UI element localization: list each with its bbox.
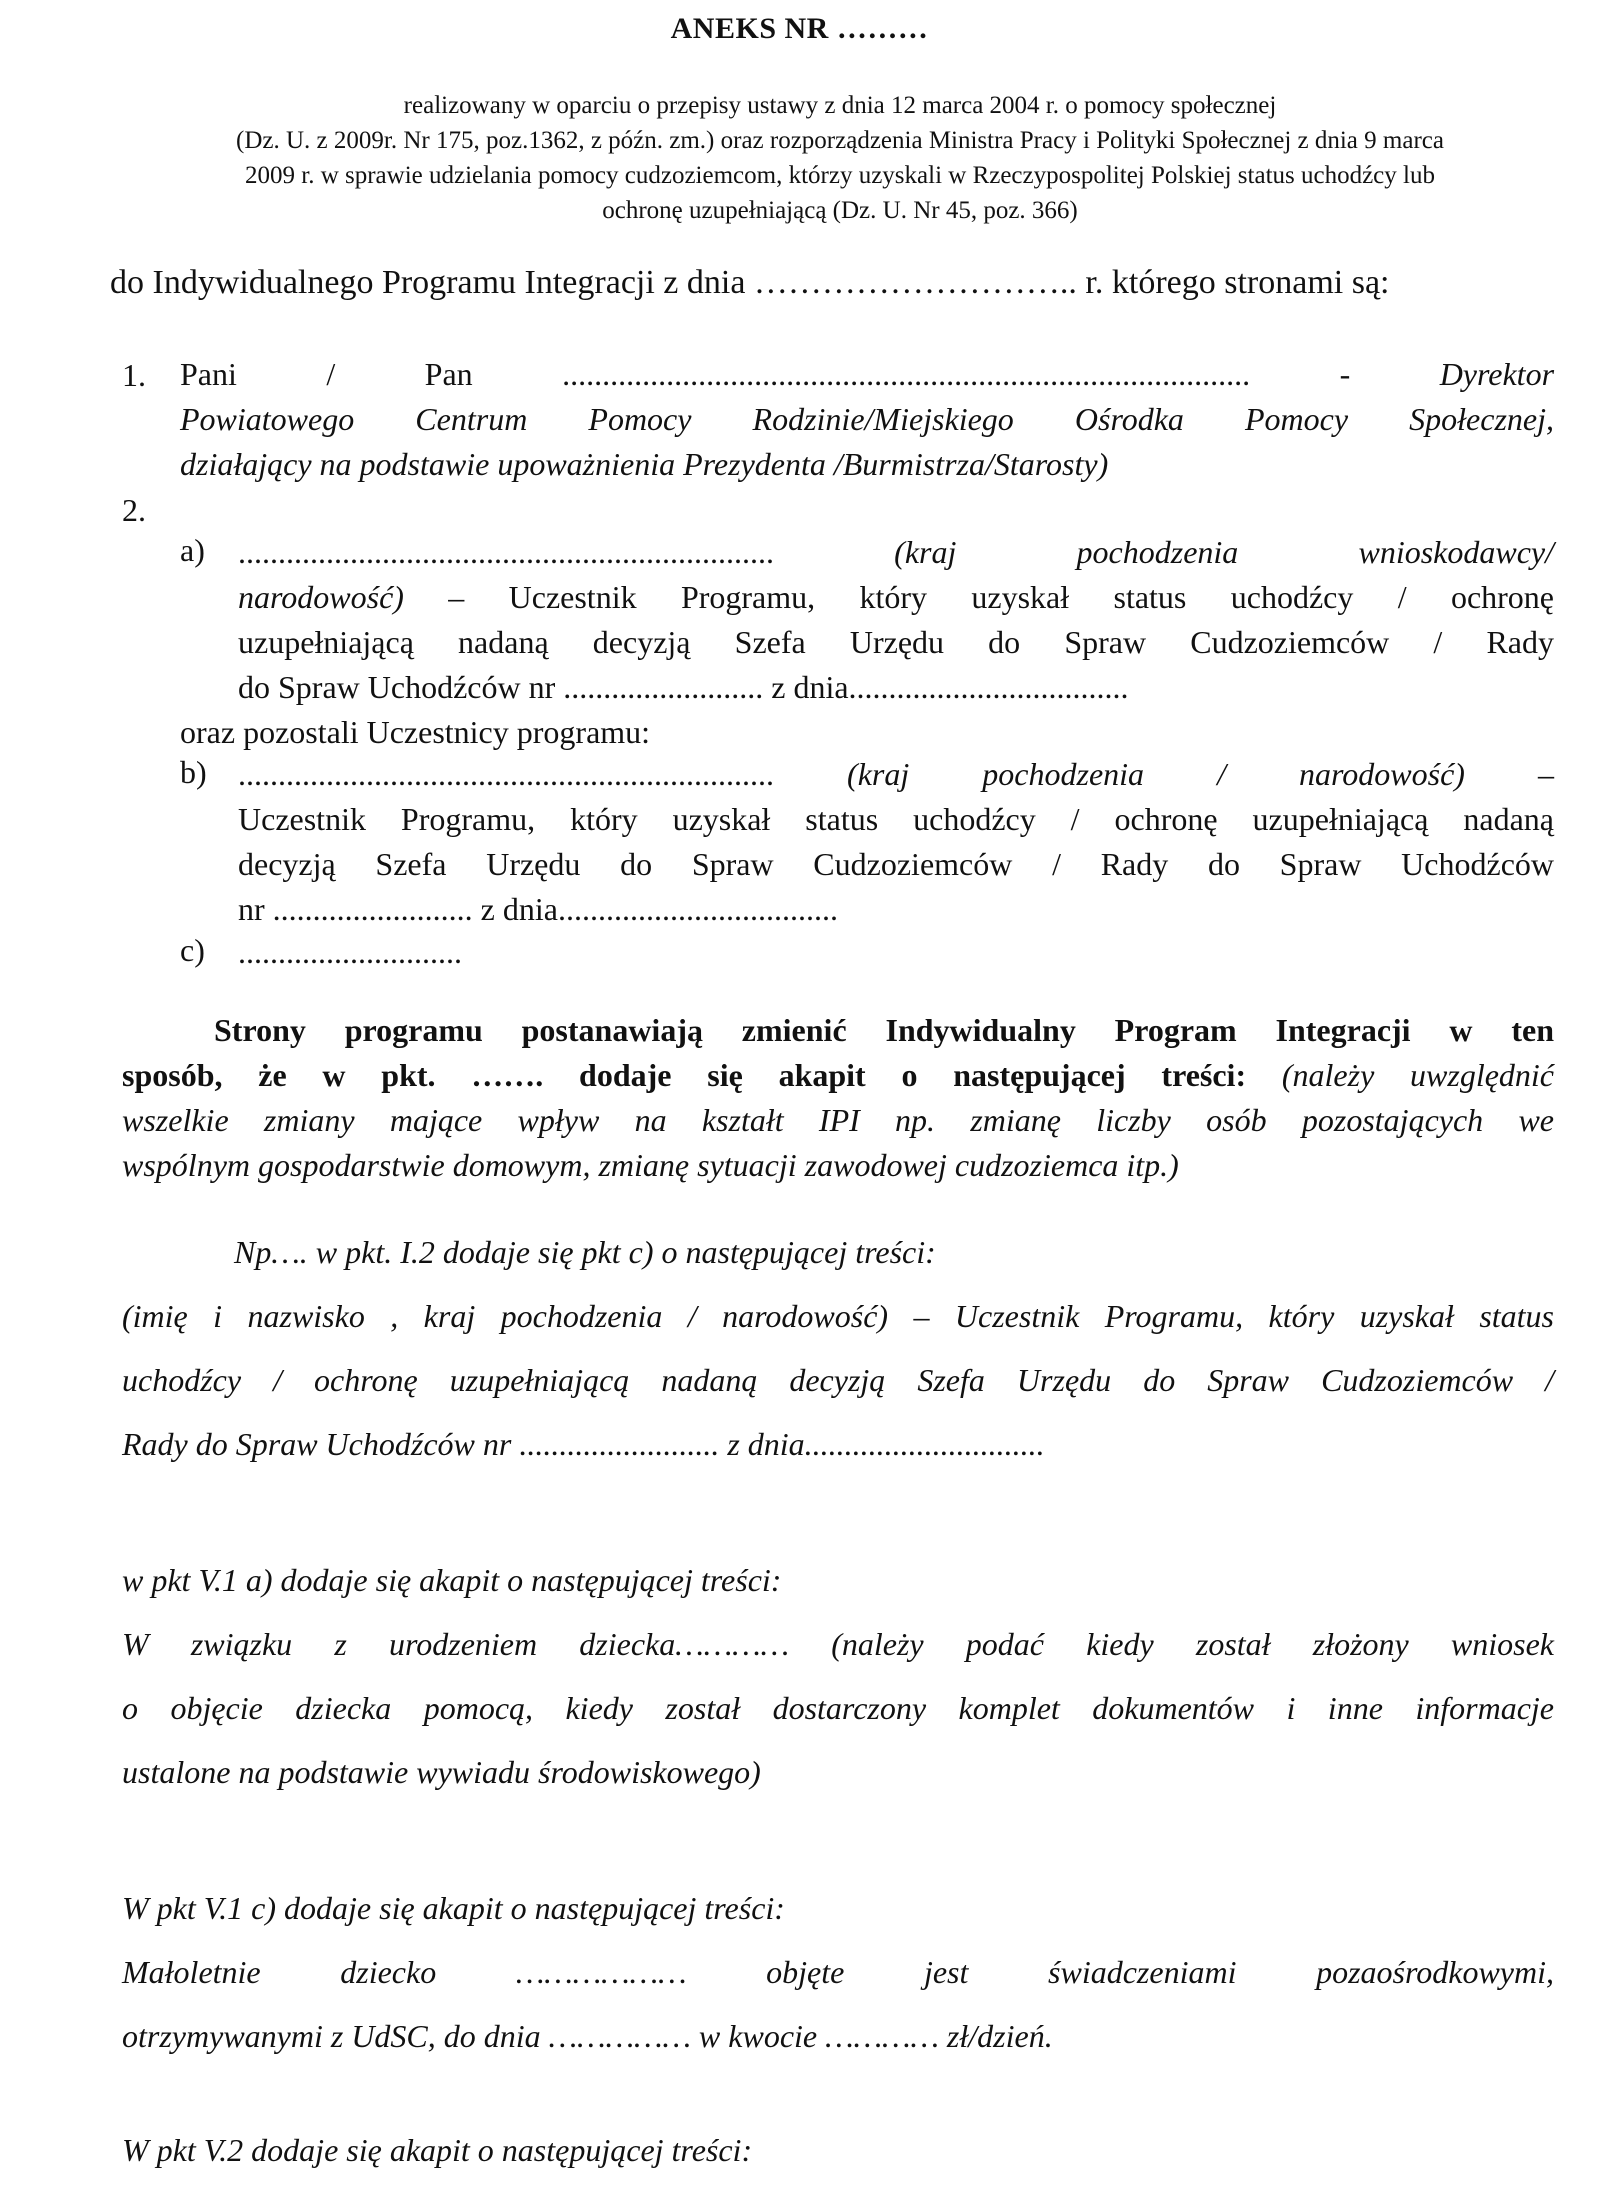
party-b [238, 752, 1554, 932]
document-title: ANEKS NR ……… [670, 12, 929, 45]
party-b-line: Uczestnik Programu, który uzyskał status uchodźcy / ochronę uzupełniającą nadaną [238, 801, 1554, 837]
party-a-label: a) [180, 532, 205, 568]
party-a-nationality: narodowość) [238, 579, 404, 615]
party-b-label: b) [180, 754, 207, 790]
decision-paragraph [122, 1008, 1554, 1188]
decision-line: Strony programu postanawiają zmienić Indywidualny Program Integracji w ten [214, 1012, 1554, 1048]
party-b-dash: – [1538, 756, 1554, 792]
v1a-heading: w pkt V.1 a) dodaje się akapit o następującej treści: [122, 1562, 782, 1598]
party-1 [180, 352, 1554, 487]
party-b-line [238, 752, 1554, 797]
party-c-label: c) [180, 932, 205, 968]
decision-bold: sposób, że w pkt. ……. dodaje się akapit o następującej treści: [122, 1057, 1247, 1093]
decision-line [122, 1053, 1554, 1098]
party-1-line [180, 352, 1554, 397]
v1c-line: otrzymywanymi z UdSC, do dnia …………… w kwocie ………… zł/dzień. [122, 2018, 1053, 2054]
party-b-origin: (kraj pochodzenia / narodowość) [847, 756, 1465, 792]
legal-line: realizowany w oparciu o przepisy ustawy z dnia 12 marca 2004 r. o pomocy społecznej [403, 92, 1277, 119]
v1c-heading: W pkt V.1 c) dodaje się akapit o następującej treści: [122, 1890, 785, 1926]
party-1-line: działający na podstawie upoważnienia Prezydenta /Burmistrza/Starosty) [180, 446, 1109, 482]
party-a-line: do Spraw Uchodźców nr ......................... z dnia................................... [238, 669, 1129, 705]
party-1-number: 1. [122, 357, 146, 393]
v1c-section [122, 1876, 1554, 2068]
decision-note: (należy uwzględnić [1281, 1057, 1555, 1093]
party-b-line: decyzją Szefa Urzędu do Spraw Cudzoziemców / Rady do Spraw Uchodźców [238, 846, 1554, 882]
party-a-line [238, 530, 1554, 575]
party-b-line: nr ......................... z dnia................................... [238, 891, 838, 927]
legal-basis [140, 88, 1540, 228]
party-1-prefix: Pani / Pan ...................................................................................... - [180, 356, 1351, 392]
intro-line: do Indywidualnego Programu Integracji z dnia ……………………….. r. którego stronami są: [110, 264, 1390, 301]
example-line: uchodźcy / ochronę uzupełniającą nadaną decyzją Szefa Urzędu do Spraw Cudzoziemców / [122, 1362, 1554, 1398]
party-1-role: Dyrektor [1439, 356, 1555, 392]
party-a [238, 530, 1554, 710]
party-2-number: 2. [122, 492, 146, 528]
legal-line: (Dz. U. z 2009r. Nr 175, poz.1362, z późn. zm.) oraz rozporządzenia Ministra Pracy i Polityki Społecznej z dnia 9 marca [236, 127, 1444, 154]
v1c-line: Małoletnie dziecko ……………… objęte jest świadczeniami pozaośrodkowymi, [122, 1954, 1554, 1990]
party-1-line: Powiatowego Centrum Pomocy Rodzinie/Miejskiego Ośrodka Pomocy Społecznej, [180, 401, 1554, 437]
example-paragraph [122, 1220, 1554, 1476]
party-a-origin: (kraj pochodzenia wnioskodawcy/ [894, 534, 1554, 570]
legal-line: ochronę uzupełniającą (Dz. U. Nr 45, poz. 366) [602, 197, 1078, 224]
other-participants: oraz pozostali Uczestnicy programu: [180, 714, 651, 750]
example-line: Np…. w pkt. I.2 dodaje się pkt c) o następującej treści: [234, 1234, 936, 1270]
v2-section [122, 2118, 1554, 2182]
legal-line: 2009 r. w sprawie udzielania pomocy cudzoziemcom, którzy uzyskali w Rzeczypospolitej Polskiej status uchodźcy lub [245, 162, 1435, 189]
decision-line: wspólnym gospodarstwie domowym, zmianę sytuacji zawodowej cudzoziemca itp.) [122, 1147, 1179, 1183]
v2-heading: W pkt V.2 dodaje się akapit o następującej treści: [122, 2132, 753, 2168]
party-a-line: uzupełniającą nadaną decyzją Szefa Urzędu do Spraw Cudzoziemców / Rady [238, 624, 1554, 660]
v1a-line: o objęcie dziecka pomocą, kiedy został dostarczony komplet dokumentów i inne informacje [122, 1690, 1554, 1726]
example-line: Rady do Spraw Uchodźców nr ......................... z dnia.............................. [122, 1426, 1045, 1462]
party-c-dots: ............................ [238, 934, 462, 970]
party-a-dots: ................................................................... [238, 534, 774, 570]
example-line: (imię i nazwisko , kraj pochodzenia / narodowość) – Uczestnik Programu, który uzyskał status [122, 1298, 1554, 1334]
decision-line: wszelkie zmiany mające wpływ na kształt IPI np. zmianę liczby osób pozostających we [122, 1102, 1554, 1138]
party-a-text: – Uczestnik Programu, który uzyskał status uchodźcy / ochronę [448, 579, 1555, 615]
party-a-line [238, 575, 1554, 620]
party-b-dots: ................................................................... [238, 756, 774, 792]
v1a-line: ustalone na podstawie wywiadu środowiskowego) [122, 1754, 761, 1790]
v1a-line: W związku z urodzeniem dziecka………… (należy podać kiedy został złożony wniosek [122, 1626, 1554, 1662]
v1a-section [122, 1548, 1554, 1804]
